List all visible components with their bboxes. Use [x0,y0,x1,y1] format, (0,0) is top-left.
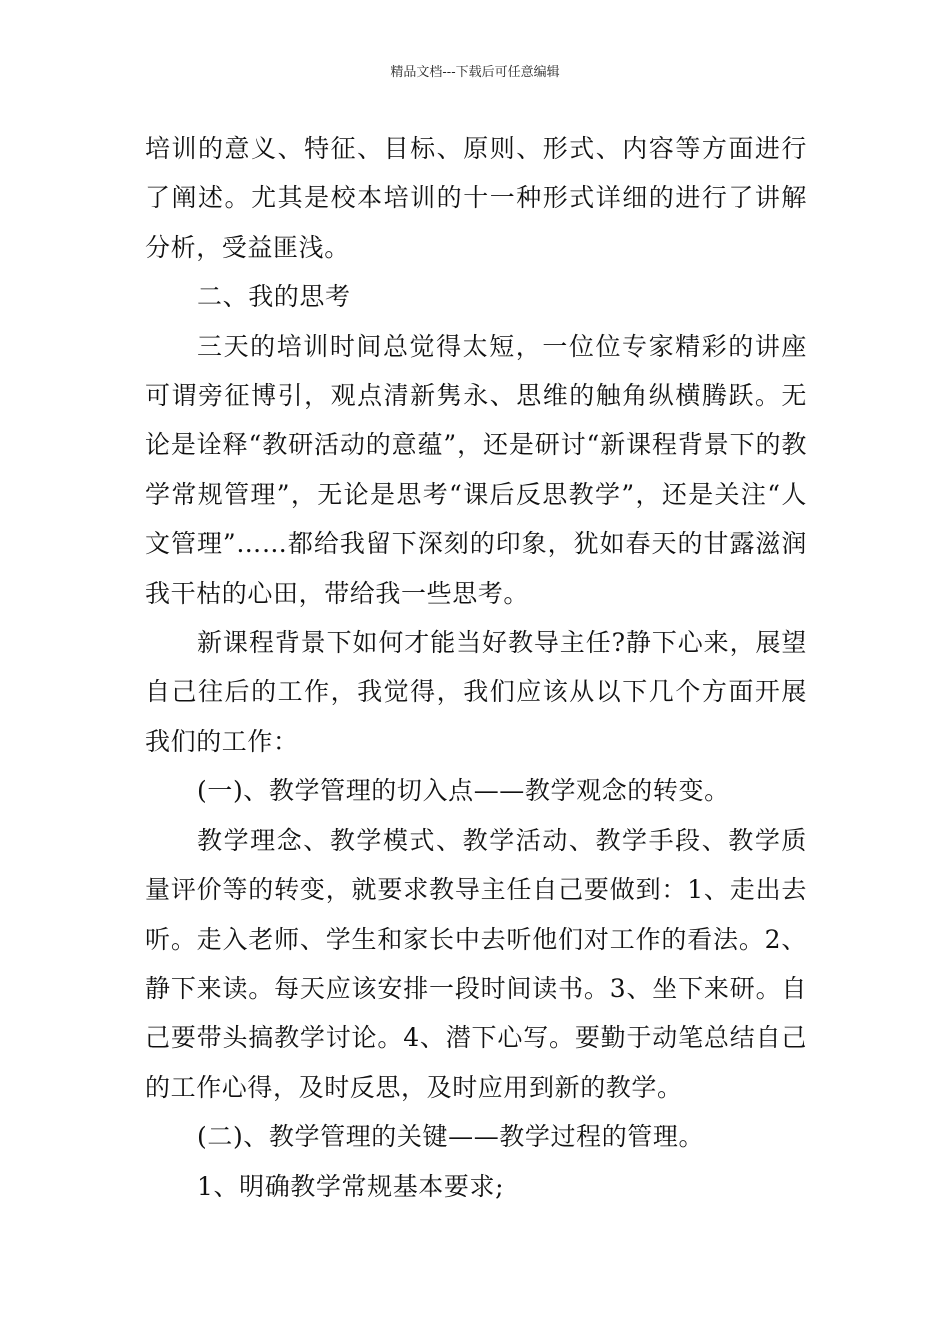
section-heading-my-thoughts: 二、我的思考 [197,282,351,312]
page-header: 精品文档---下载后可任意编辑 [390,65,560,80]
paragraph-training-reflection: 三天的培训时间总觉得太短，一位位专家精彩的讲座可谓旁征博引，观点清新隽永、思维的触角纵横腾跃。无论是诠释“教研活动的意蕴”，还是研讨“新课程背景下的教学常规管理”，无论是思考“课后反思教学”，还是关注“人文管理”……都给我留下深刻的印象，犹如春天的甘露滋润我干枯的心田，带给我一些思考。 [145,331,807,608]
subheading-one: (一)、教学管理的切入点——教学观念的转变。 [197,776,730,806]
document-body [145,124,807,1211]
paragraph-how-to-be-director: 新课程背景下如何才能当好教导主任?静下心来，展望自己往后的工作，我觉得，我们应该从以下几个方面开展我们的工作： [145,628,807,756]
list-item-one: 1、明确教学常规基本要求; [197,1171,505,1201]
subheading-two: (二)、教学管理的关键——教学过程的管理。 [197,1122,705,1152]
paragraph-continuation: 培训的意义、特征、目标、原则、形式、内容等方面进行了阐述。尤其是校本培训的十一种形式详细的进行了讲解分析，受益匪浅。 [145,134,807,262]
paragraph-concept-change: 教学理念、教学模式、教学活动、教学手段、教学质量评价等的转变，就要求教导主任自己要做到：1、走出去听。走入老师、学生和家长中去听他们对工作的看法。2、静下来读。每天应该安排一段时间读书。3、坐下来研。自己要带头搞教学讨论。4、潜下心写。要勤于动笔总结自己的工作心得，及时反思，及时应用到新的教学。 [145,825,807,1102]
